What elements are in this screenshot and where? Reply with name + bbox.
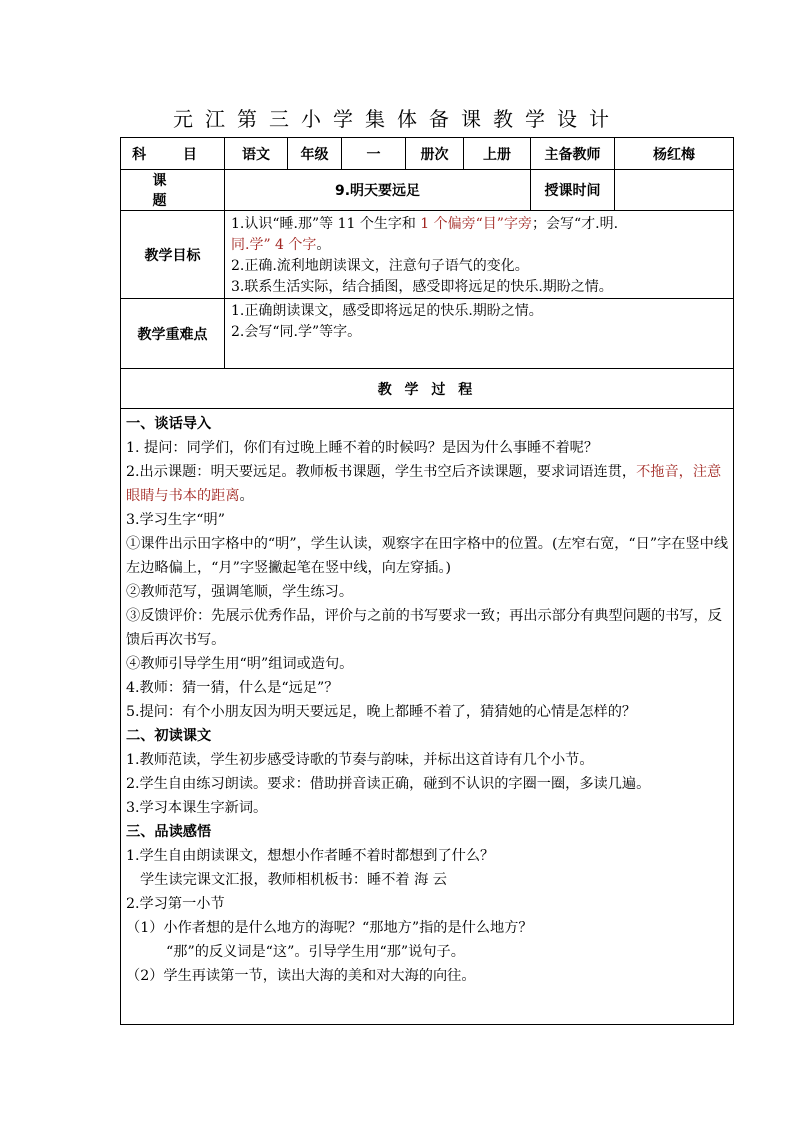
lesson-plan-table [120,137,734,1025]
document-title: 元江第三小学集体备课教学设计 [173,107,621,131]
header-row [121,138,734,170]
difficulties-row [121,299,734,369]
s3-line-6: （2）学生再读第一节，读出大海的美和对大海的向往。 [126,968,476,984]
s1-line-2 [126,460,729,508]
goal-1-cont-highlight: 同.学” 4 个字 [231,237,317,253]
s3-line-5: “那”的反义词是“这”。引导学生用“那”说句子。 [166,944,465,960]
process-content [121,409,734,1025]
s1-line-2-highlight: 不拖音，注意眼睛与书本的距离 [126,464,722,504]
subject-value: 语文 [225,138,288,170]
lead-teacher-label: 主备教师 [531,138,615,170]
goal-1-text: 1.认识“睡.那”等 11 个生字和 [231,216,421,232]
goal-1-cont-end: 。 [316,237,331,253]
goal-1 [231,214,727,235]
s1-line-2-text: 2.出示课题：明天要远足。教师板书课题，学生书空后齐读课题，要求词语连贯， [126,464,637,480]
lesson-row [121,170,734,211]
goals-row [121,211,734,299]
s3-line-1: 1.学生自由朗读课文，想想小作者睡不着时都想到了什么？ [126,848,495,864]
difficulties-label: 教学重难点 [121,299,225,369]
s3-line-3: 2.学习第一小节 [126,896,225,912]
goal-3: 3.联系生活实际，结合插图，感受即将远足的快乐.期盼之情。 [231,279,613,295]
difficulty-2: 2.会写“同.学”等字。 [231,324,362,340]
goal-1-text-end: ；会写“才.明. [531,216,619,232]
goals-content [225,211,734,299]
s1-line-3: 3.学习生字“明” [126,512,225,528]
process-row [121,409,734,1025]
s1-line-1: 1. 提问：同学们，你们有过晚上睡不着的时候吗？是因为什么事睡不着呢？ [126,440,599,456]
volume-label: 册次 [406,138,464,170]
process-title: 教 学 过 程 [121,369,734,409]
difficulties-content [225,299,734,369]
s1-line-4: ①课件出示田字格中的“明”，学生认读，观察字在田字格中的位置。(左窄右宽，“日”字在竖中线左边略偏上，“月”字竖撇起笔在竖中线，向左穿插。) [126,536,729,576]
s1-line-7: ④教师引导学生用“明”组词或造句。 [126,656,354,672]
s1-line-5: ②教师范写，强调笔顺，学生练习。 [126,584,354,600]
difficulty-1: 1.正确朗读课文，感受即将远足的快乐.期盼之情。 [231,303,543,319]
goal-1-highlight: 1 个偏旁“目”字旁 [420,216,532,232]
s3-line-4: （1）小作者想的是什么地方的海呢？“那地方”指的是什么地方？ [126,920,533,936]
s2-line-2: 2.学生自由练习朗读。要求：借助拼音读正确，碰到不认识的字圈一圈，多读几遍。 [126,776,651,792]
volume-value: 上册 [464,138,531,170]
section-1-title: 一、谈话导入 [126,416,212,432]
s1-line-2-end: 。 [239,488,254,504]
goals-label: 教学目标 [121,211,225,299]
subject-label: 科 目 [121,138,225,170]
grade-value: 一 [342,138,406,170]
time-label: 授课时间 [531,170,615,211]
process-title-row [121,369,734,409]
lead-teacher-value: 杨红梅 [615,138,734,170]
grade-label: 年级 [288,138,342,170]
goal-2: 2.正确.流利地朗读课文，注意句子语气的变化。 [231,258,529,274]
section-2-title: 二、初读课文 [126,728,212,744]
s1-line-9: 5.提问：有个小朋友因为明天要远足，晚上都睡不着了，猜猜她的心情是怎样的？ [126,704,637,720]
lesson-title: 9.明天要远足 [225,170,531,211]
s3-line-2: 学生读完课文汇报，教师相机板书：睡不着 海 云 [140,872,447,888]
s1-line-8: 4.教师：猜一猜，什么是“远足”？ [126,680,339,696]
s2-line-1: 1.教师范读，学生初步感受诗歌的节奏与韵味，并标出这首诗有几个小节。 [126,752,594,768]
goal-1-cont [231,235,727,256]
s1-line-6: ③反馈评价：先展示优秀作品，评价与之前的书写要求一致；再出示部分有典型问题的书写，反馈后再次书写。 [126,608,722,648]
lesson-label: 课 题 [121,170,225,211]
s2-line-3: 3.学习本课生字新词。 [126,800,268,816]
time-value [615,170,734,211]
section-3-title: 三、品读感悟 [126,824,212,840]
